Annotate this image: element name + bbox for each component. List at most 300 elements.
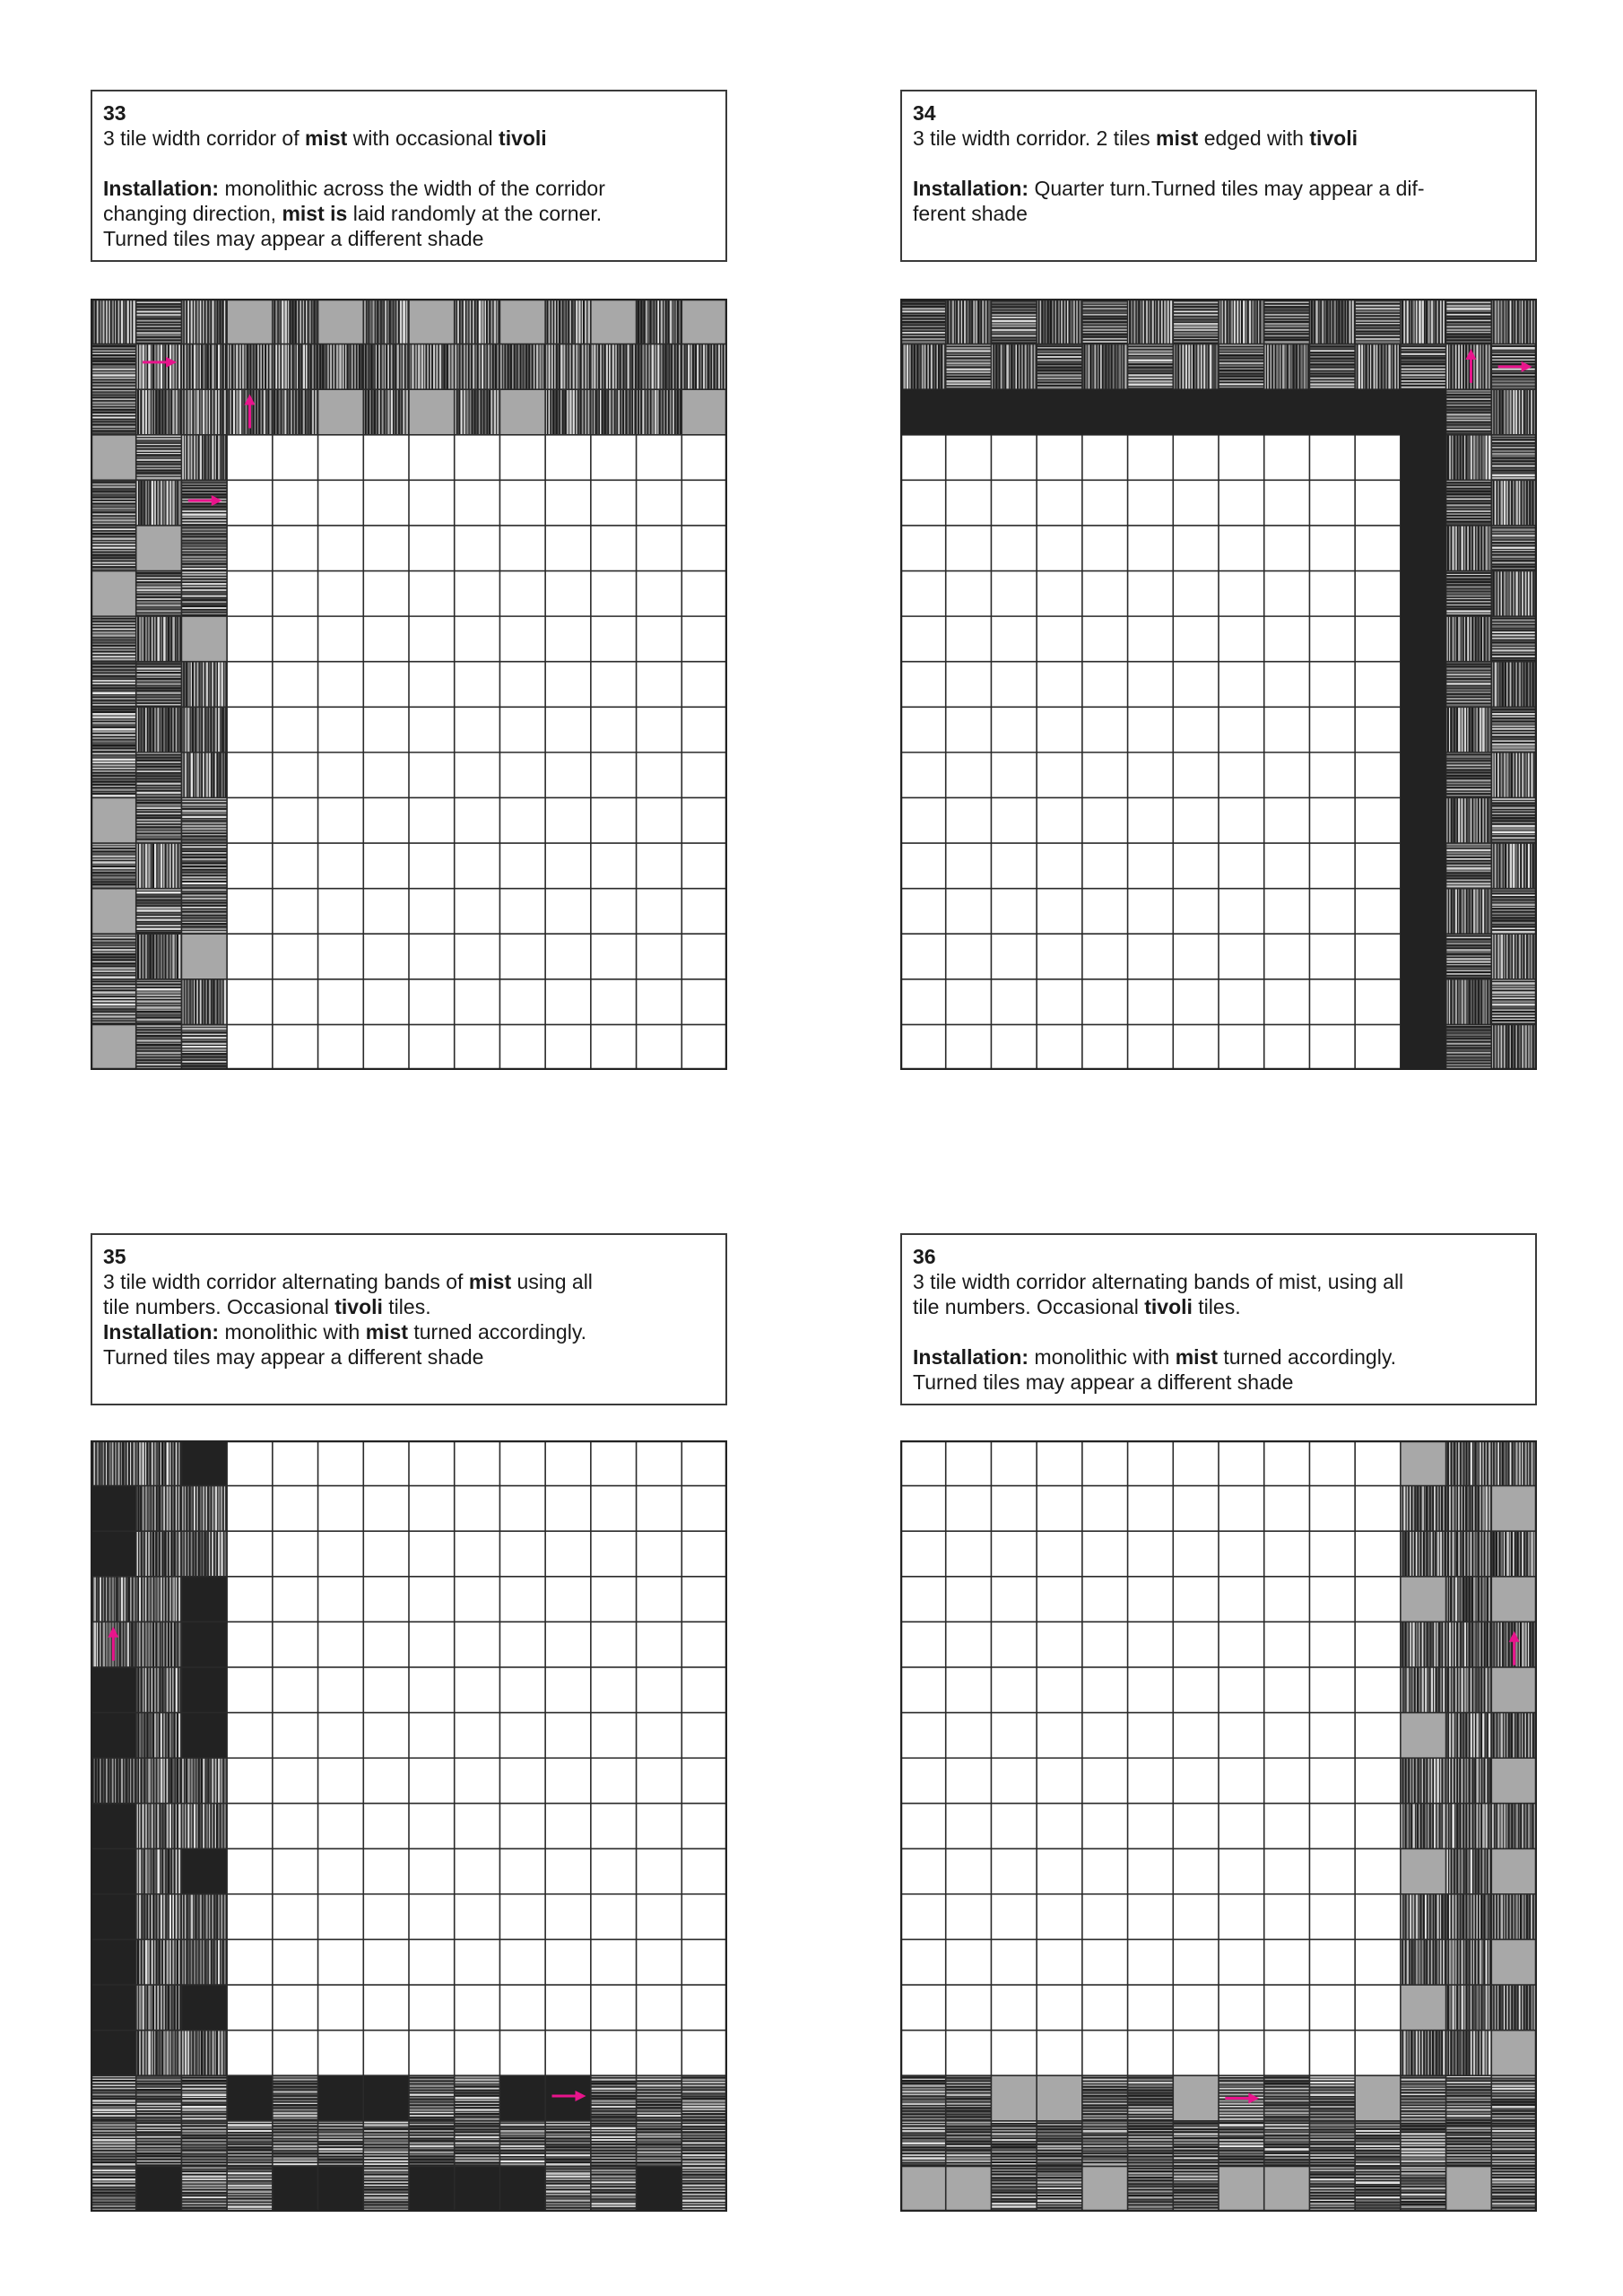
bold-term: mist is [282,202,348,225]
mist-tile [136,797,182,843]
description-line [913,1269,1524,1294]
mist-tile [1082,344,1128,390]
mist-tile [1401,299,1446,344]
bold-term: tivoli [499,126,547,150]
text-run: turned accordingly. [1217,1345,1396,1369]
dark-tile [455,2166,500,2212]
description-line [103,126,715,151]
mist-tile [181,1894,227,1940]
mist-tile [273,299,318,344]
mist-tile [1491,1440,1537,1486]
mist-tile [181,1939,227,1985]
description-box [900,1233,1537,1405]
mist-tile [1446,889,1492,935]
mist-tile [181,797,227,843]
mist-tile [455,2121,500,2167]
tile-grid [91,299,727,1070]
pattern-number: 33 [103,101,126,125]
mist-tile [591,344,637,390]
mist-tile [1082,2075,1128,2121]
dark-tile [181,1577,227,1622]
mist-tile [91,2166,136,2212]
text-run: monolithic with [219,1320,366,1344]
mist-tile [1128,2166,1174,2212]
text-run: ferent shade [913,202,1028,225]
mist-tile [136,752,182,798]
bold-term: mist [304,126,348,150]
blank-line [913,151,1524,176]
tivoli-tile [1219,2166,1264,2212]
mist-tile [1401,2075,1446,2121]
mist-tile [136,1577,182,1622]
mist-tile [1309,299,1355,344]
mist-tile [363,344,409,390]
mist-tile [946,2075,992,2121]
dark-tile [181,1667,227,1713]
mist-tile [136,1848,182,1894]
tile-layout-diagram [91,299,727,1070]
mist-tile [136,1804,182,1849]
mist-tile [181,662,227,708]
mist-tile [1128,344,1174,390]
dark-tile [91,1848,136,1894]
mist-tile [1264,2075,1310,2121]
mist-tile [136,1667,182,1713]
mist-tile [900,299,946,344]
text-run: changing direction, [103,202,282,225]
text-run: monolithic with [1028,1345,1176,1369]
tivoli-tile [91,571,136,617]
tivoli-tile [91,435,136,481]
mist-tile [545,299,591,344]
mist-tile [1128,2075,1174,2121]
text-run: tiles. [382,1295,431,1318]
mist-tile [900,2075,946,2121]
bold-term: mist [1156,126,1199,150]
mist-tile [1491,1804,1537,1849]
mist-tile [1401,1939,1446,1985]
mist-tile [1491,843,1537,889]
dark-tile [91,1939,136,1985]
dark-tile [227,2075,273,2121]
text-run: Turned tiles may appear a different shade [103,1345,484,1369]
mist-tile [1446,797,1492,843]
tivoli-tile [1037,2075,1082,2121]
mist-tile [1355,299,1401,344]
tivoli-tile [91,1024,136,1070]
mist-tile [1219,2121,1264,2167]
mist-tile [273,2121,318,2167]
description-line [103,1319,715,1344]
dark-tile [136,2166,182,2212]
mist-tile [1491,389,1537,435]
mist-tile [1309,2075,1355,2121]
mist-tile [409,2075,455,2121]
dark-tile [181,1713,227,1759]
tile-layout-diagram [91,1440,727,2212]
mist-tile [1491,707,1537,752]
mist-tile [227,2166,273,2212]
mist-tile [136,1985,182,2031]
mist-tile [181,1486,227,1532]
mist-tile [1446,1804,1492,1849]
mist-tile [181,435,227,481]
mist-tile [91,843,136,889]
description-line [913,1344,1524,1370]
mist-tile [991,2121,1037,2167]
mist-tile [637,299,682,344]
mist-tile [900,344,946,390]
description-line [103,1344,715,1370]
description-line [913,201,1524,226]
mist-tile [1037,344,1082,390]
mist-tile [1355,2121,1401,2167]
mist-tile [1446,1894,1492,1940]
mist-tile [136,843,182,889]
mist-tile [136,979,182,1025]
mist-tile [1491,480,1537,526]
mist-tile [318,344,364,390]
text-run: tile numbers. Occasional [913,1295,1145,1318]
tile-layout-diagram [900,299,1537,1070]
dark-tile [637,2166,682,2212]
bold-term: tivoli [1309,126,1358,150]
mist-tile [1401,1804,1446,1849]
mist-tile [91,389,136,435]
tivoli-tile [1491,1577,1537,1622]
dark-tile [91,1667,136,1713]
dark-tile [91,2031,136,2076]
mist-tile [1491,752,1537,798]
pattern-number: 34 [913,101,936,125]
mist-tile [181,2121,227,2167]
mist-tile [136,1440,182,1486]
dark-tile [499,2075,545,2121]
tile-layout-diagram [900,1440,1537,2212]
description-box [91,1233,727,1405]
mist-tile [637,389,682,435]
mist-tile [409,2121,455,2167]
mist-tile [1491,1024,1537,1070]
mist-tile [1446,2121,1492,2167]
mist-tile [1401,1531,1446,1577]
mist-tile [273,2075,318,2121]
dark-tile [181,1440,227,1486]
mist-tile [1173,2166,1219,2212]
mist-tile [136,934,182,979]
mist-tile [1446,1713,1492,1759]
description-line [103,1294,715,1319]
dark-tile [181,1622,227,1667]
mist-tile [1491,797,1537,843]
mist-tile [1491,2166,1537,2212]
mist-tile [136,1758,182,1804]
mist-tile [227,344,273,390]
mist-tile [1309,2121,1355,2167]
tivoli-tile [181,616,227,662]
mist-tile [363,2121,409,2167]
tivoli-tile [591,299,637,344]
tivoli-tile [1491,1486,1537,1532]
mist-tile [1446,843,1492,889]
mist-tile [1491,526,1537,571]
mist-tile [1264,344,1310,390]
mist-tile [181,2031,227,2076]
text-run: Turned tiles may appear a different shade [913,1370,1294,1394]
mist-tile [91,2121,136,2167]
description-box [91,90,727,262]
mist-tile [136,389,182,435]
description-line [913,176,1524,201]
mist-tile [545,344,591,390]
tivoli-tile [136,526,182,571]
mist-tile [181,344,227,390]
mist-tile [181,480,227,526]
mist-tile [637,2121,682,2167]
description-box [900,90,1537,262]
mist-tile [455,389,500,435]
mist-tile [1173,2121,1219,2167]
mist-tile [1401,344,1446,390]
bold-term: mist [365,1320,408,1344]
bold-term: Installation: [913,1345,1029,1369]
mist-tile [136,480,182,526]
tivoli-tile [991,2075,1037,2121]
mist-tile [91,707,136,752]
tivoli-tile [900,2166,946,2212]
text-run: edged with [1198,126,1310,150]
tivoli-tile [1264,2166,1310,2212]
mist-tile [181,389,227,435]
tivoli-tile [1401,1985,1446,2031]
mist-tile [1491,1894,1537,1940]
bold-term: tivoli [1144,1295,1193,1318]
mist-tile [637,344,682,390]
tile-grid [900,1440,1537,2212]
description-line [103,226,715,251]
description-text [103,126,715,251]
mist-tile [136,1894,182,1940]
mist-tile [1446,2031,1492,2076]
tivoli-tile [91,797,136,843]
text-run: Turned tiles may appear a different shade [103,227,484,250]
mist-tile [273,389,318,435]
mist-tile [136,1622,182,1667]
mist-tile [136,299,182,344]
text-run: 3 tile width corridor. 2 tiles [913,126,1157,150]
bold-term: Installation: [913,177,1029,200]
text-run: 3 tile width corridor of [103,126,305,150]
mist-tile [181,2075,227,2121]
mist-tile [181,1758,227,1804]
mist-tile [91,616,136,662]
tivoli-tile [409,299,455,344]
mist-tile [1401,1486,1446,1532]
mist-tile [181,979,227,1025]
mist-tile [1491,934,1537,979]
panel-34 [900,90,1537,262]
mist-tile [1491,889,1537,935]
mist-tile [273,344,318,390]
tivoli-tile [1491,1939,1537,1985]
mist-tile [1446,1531,1492,1577]
mist-tile [91,1758,136,1804]
panel-35 [91,1233,727,1405]
tivoli-tile [1082,2166,1128,2212]
blank-line [913,1319,1524,1344]
mist-tile [136,2031,182,2076]
mist-tile [1491,1713,1537,1759]
tivoli-tile [1401,1577,1446,1622]
mist-tile [181,2166,227,2212]
mist-tile [318,2121,364,2167]
mist-tile [227,2121,273,2167]
tivoli-tile [318,299,364,344]
text-run: laid randomly at the corner. [347,202,603,225]
mist-tile [1491,2075,1537,2121]
tivoli-tile [1491,1848,1537,1894]
mist-tile [1491,571,1537,617]
mist-tile [1446,1939,1492,1985]
mist-tile [136,1939,182,1985]
mist-tile [136,1486,182,1532]
mist-tile [1446,1486,1492,1532]
mist-tile [363,2166,409,2212]
panel-36 [900,1233,1537,1405]
dark-tile [409,2166,455,2212]
mist-tile [1264,299,1310,344]
description-line [103,176,715,201]
mist-tile [1446,707,1492,752]
tile-grid [900,299,1537,1070]
mist-tile [1446,1440,1492,1486]
mist-tile [1309,344,1355,390]
text-run: Quarter turn.Turned tiles may appear a dif- [1028,177,1425,200]
mist-tile [1173,299,1219,344]
tivoli-tile [1401,1848,1446,1894]
dark-tile [545,2075,591,2121]
bold-term: Installation: [103,1320,220,1344]
mist-tile [1082,299,1128,344]
mist-tile [1446,1024,1492,1070]
mist-tile [591,2166,637,2212]
text-run: turned accordingly. [407,1320,586,1344]
mist-tile [1082,2121,1128,2167]
description-text [913,126,1524,226]
mist-tile [1446,389,1492,435]
tivoli-tile [1491,2031,1537,2076]
mist-tile [1173,344,1219,390]
mist-tile [591,389,637,435]
mist-tile [1401,2166,1446,2212]
mist-tile [681,2121,727,2167]
description-line [913,126,1524,151]
mist-tile [1355,2166,1401,2212]
mist-tile [181,571,227,617]
mist-tile [91,1440,136,1486]
tivoli-tile [1446,2166,1492,2212]
mist-tile [991,299,1037,344]
text-run: using all [511,1270,593,1293]
mist-tile [1491,299,1537,344]
description-text [913,1269,1524,1395]
mist-tile [1401,1758,1446,1804]
mist-tile [1446,571,1492,617]
mist-tile [1491,616,1537,662]
tivoli-tile [499,389,545,435]
mist-tile [1446,752,1492,798]
mist-tile [946,344,992,390]
mist-tile [1446,435,1492,481]
mist-tile [1446,2075,1492,2121]
mist-tile [1446,1985,1492,2031]
dark-tile [91,1486,136,1532]
mist-tile [91,752,136,798]
mist-tile [181,889,227,935]
mist-tile [1128,2121,1174,2167]
mist-tile [1491,1531,1537,1577]
mist-tile [136,2075,182,2121]
dark-tile [91,1894,136,1940]
description-line [103,1269,715,1294]
tivoli-tile [1491,1758,1537,1804]
text-run: tile numbers. Occasional [103,1295,335,1318]
tivoli-tile [681,299,727,344]
mist-tile [91,662,136,708]
text-run: 3 tile width corridor alternating bands of mist, using all [913,1270,1404,1293]
tile-grid [91,1440,727,2212]
mist-tile [136,662,182,708]
tivoli-tile [1355,2075,1401,2121]
mist-tile [91,344,136,390]
mist-tile [1446,480,1492,526]
tivoli-tile [681,389,727,435]
mist-tile [1446,662,1492,708]
pattern-number: 35 [103,1245,126,1268]
mist-tile [499,344,545,390]
mist-tile [455,344,500,390]
mist-tile [91,1577,136,1622]
mist-tile [91,2075,136,2121]
mist-tile [1446,1848,1492,1894]
mist-tile [681,2075,727,2121]
mist-tile [181,526,227,571]
mist-tile [591,2075,637,2121]
mist-tile [1446,934,1492,979]
mist-tile [1491,2121,1537,2167]
mist-tile [1401,1667,1446,1713]
tivoli-tile [1401,1713,1446,1759]
bold-term: tivoli [334,1295,383,1318]
mist-tile [1037,2121,1082,2167]
mist-tile [1446,526,1492,571]
mist-tile [91,480,136,526]
tivoli-tile [1173,2075,1219,2121]
dark-tile [318,2166,364,2212]
panel-33 [91,90,727,262]
tivoli-tile [499,299,545,344]
blank-line [103,151,715,176]
mist-tile [545,389,591,435]
tivoli-tile [181,934,227,979]
tivoli-tile [1491,1667,1537,1713]
mist-tile [136,889,182,935]
mist-tile [637,2075,682,2121]
tivoli-tile [946,2166,992,2212]
mist-tile [455,2075,500,2121]
tivoli-tile [91,889,136,935]
mist-tile [1128,299,1174,344]
